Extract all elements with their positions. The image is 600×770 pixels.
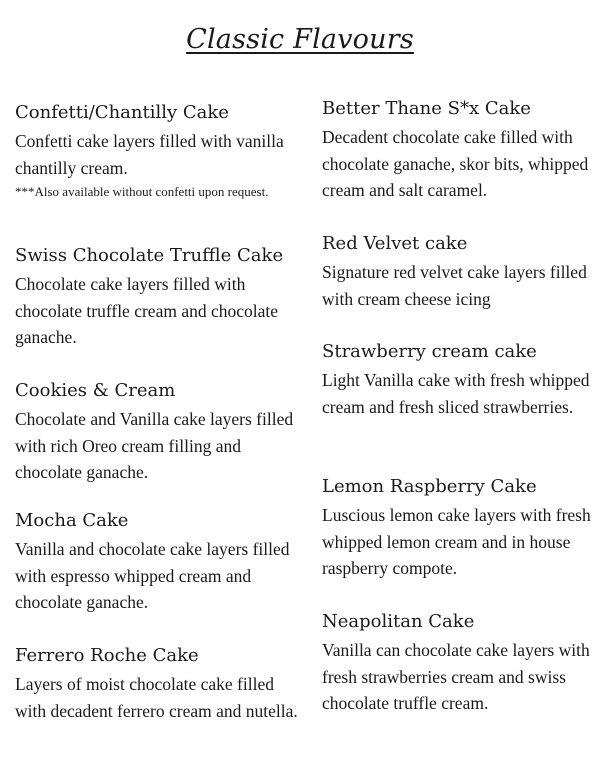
menu-item (322, 611, 592, 717)
menu-item (322, 341, 592, 420)
page-title: Classic Flavours (186, 24, 414, 55)
item-description: Vanilla can chocolate cake layers with fresh strawberries cream and swiss chocolate truffle cream. (322, 640, 590, 713)
menu-item (322, 233, 592, 312)
menu-item (322, 476, 592, 582)
item-name: Cookies & Cream (15, 380, 176, 401)
menu-item (15, 510, 300, 616)
item-name: Ferrero Roche Cake (15, 645, 199, 666)
menu-item (15, 102, 300, 202)
item-description: Chocolate cake layers filled with chocolate truffle cream and chocolate ganache. (15, 274, 279, 347)
item-name: Neapolitan Cake (322, 611, 475, 632)
item-name: Lemon Raspberry Cake (322, 476, 537, 497)
item-name: Better Thane S*x Cake (322, 98, 531, 119)
menu-item (322, 98, 592, 204)
item-name: Red Velvet cake (322, 233, 468, 254)
item-note: ***Also available without confetti upon request. (15, 184, 269, 199)
item-description: Layers of moist chocolate cake filled with decadent ferrero cream and nutella. (15, 674, 298, 721)
item-name: Mocha Cake (15, 510, 129, 531)
item-name: Confetti/Chantilly Cake (15, 102, 229, 123)
menu-item (15, 645, 300, 724)
item-description: Chocolate and Vanilla cake layers filled with rich Oreo cream filling and chocolate ganache. (15, 409, 294, 482)
menu-item (15, 380, 300, 486)
item-description: Light Vanilla cake with fresh whipped cream and fresh sliced strawberries. (322, 370, 590, 417)
item-description: Confetti cake layers filled with vanilla chantilly cream. (15, 131, 284, 178)
item-description: Signature red velvet cake layers filled with cream cheese icing (322, 262, 587, 309)
item-name: Swiss Chocolate Truffle Cake (15, 245, 284, 266)
item-description: Vanilla and chocolate cake layers filled with espresso whipped cream and chocolate ganache. (15, 539, 290, 612)
menu-item (15, 245, 300, 351)
item-name: Strawberry cream cake (322, 341, 537, 362)
item-description: Decadent chocolate cake filled with chocolate ganache, skor bits, whipped cream and salt caramel. (322, 127, 589, 200)
item-description: Luscious lemon cake layers with fresh whipped lemon cream and in house raspberry compote. (322, 505, 591, 578)
